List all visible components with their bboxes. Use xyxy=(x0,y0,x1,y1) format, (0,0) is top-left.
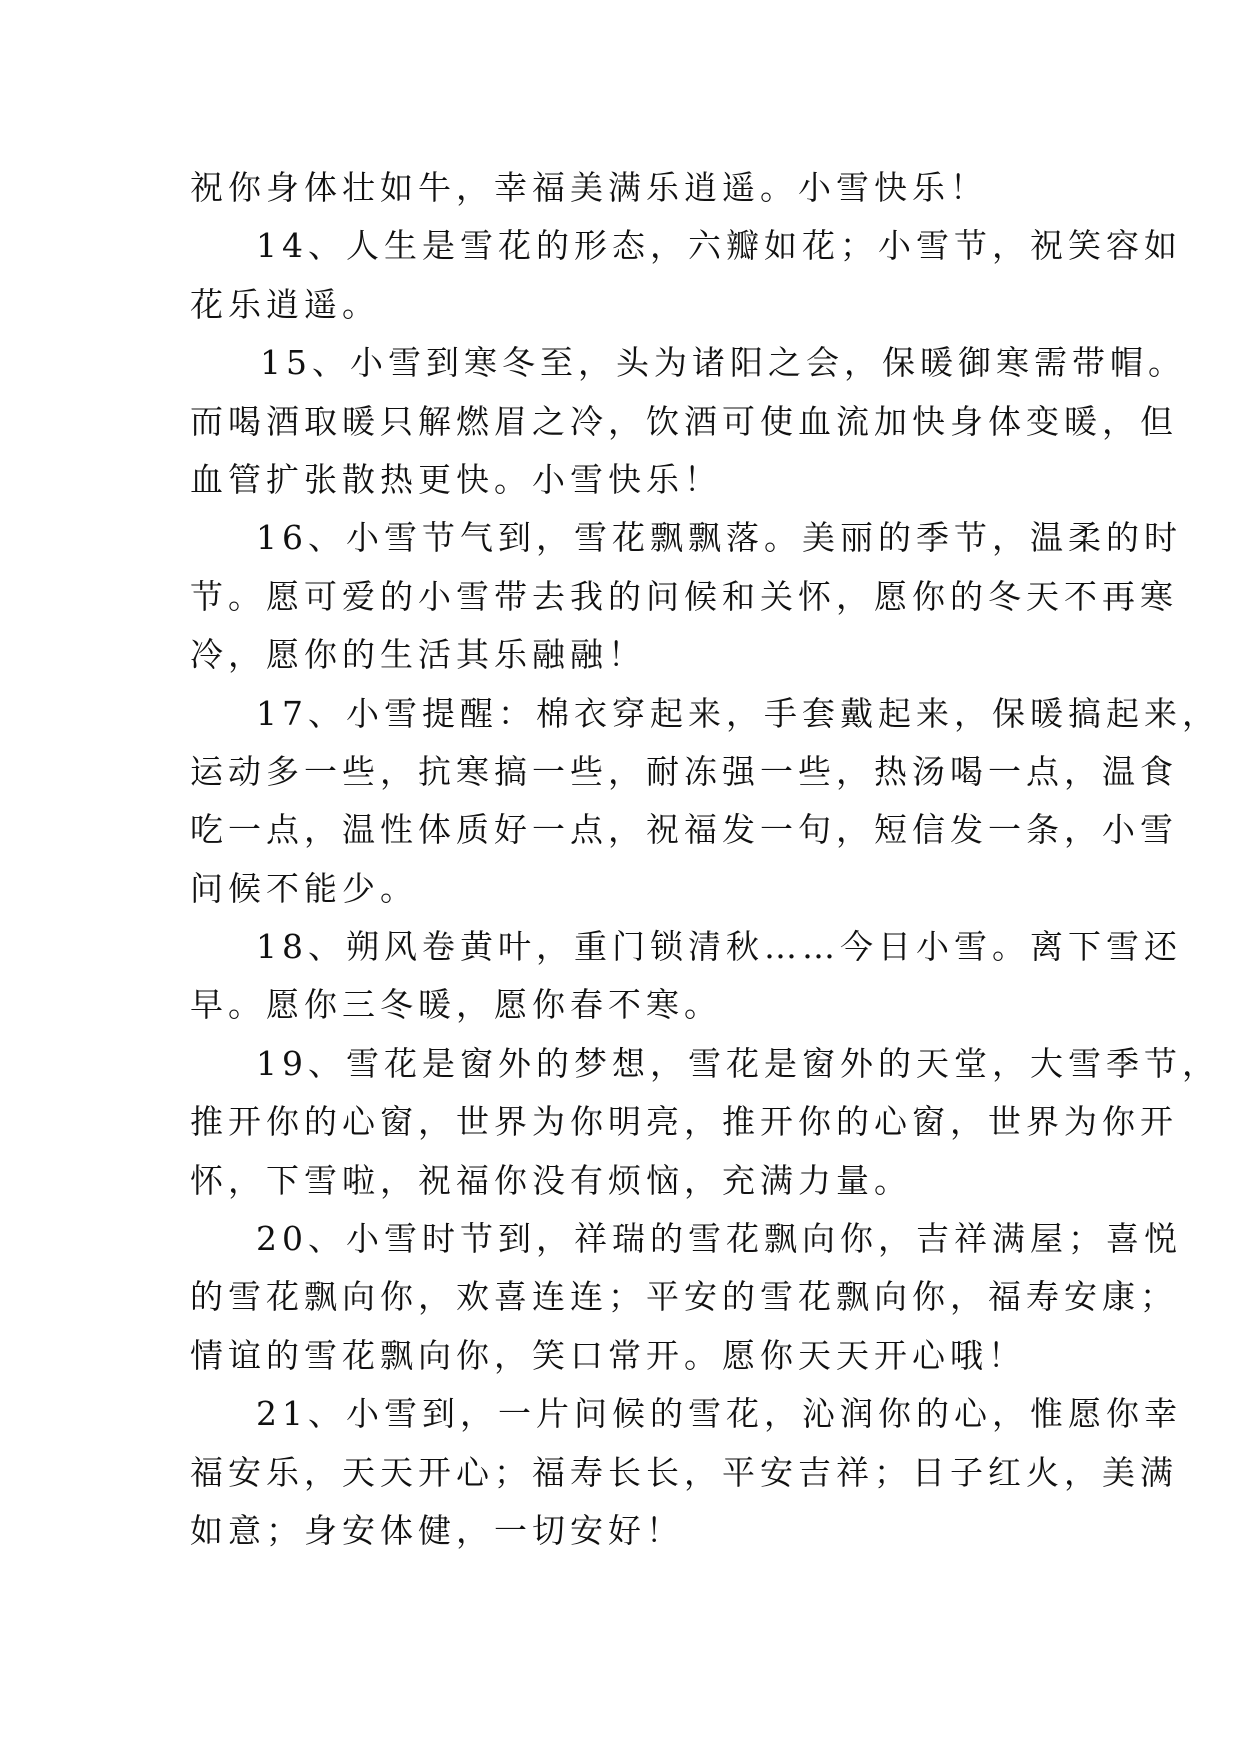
paragraph-16-line-3: 冷，愿你的生活其乐融融！ xyxy=(190,635,646,675)
paragraph-20-line-2: 的雪花飘向你，欢喜连连；平安的雪花飘向你，福寿安康； xyxy=(190,1277,1178,1317)
paragraph-21-line-1: 21、小雪到，一片问候的雪花，沁润你的心，惟愿你幸 xyxy=(256,1394,1182,1434)
paragraph-17-line-1: 17、小雪提醒：棉衣穿起来，手套戴起来，保暖搞起来， xyxy=(256,693,1220,733)
paragraph-19-line-2: 推开你的心窗，世界为你明亮，推开你的心窗，世界为你开 xyxy=(190,1102,1178,1142)
paragraph-16-line-2: 节。愿可爱的小雪带去我的问候和关怀，愿你的冬天不再寒 xyxy=(190,576,1178,616)
text-line: 祝你身体壮如牛，幸福美满乐逍遥。小雪快乐！ xyxy=(190,168,988,207)
paragraph-20-line-1: 20、小雪时节到，祥瑞的雪花飘向你，吉祥满屋；喜悦 xyxy=(256,1219,1182,1259)
paragraph-20-line-3: 情谊的雪花飘向你，笑口常开。愿你天天开心哦！ xyxy=(190,1335,1026,1375)
body-text xyxy=(190,159,1220,1560)
paragraph-16-line-1: 16、小雪节气到，雪花飘飘落。美丽的季节，温柔的时 xyxy=(256,518,1182,558)
paragraph-14-line-2: 花乐逍遥。 xyxy=(190,284,380,324)
paragraph-15-line-1: 15、小雪到寒冬至，头为诸阳之会，保暖御寒需带帽。 xyxy=(260,343,1186,383)
paragraph-19-line-1: 19、雪花是窗外的梦想，雪花是窗外的天堂，大雪季节， xyxy=(256,1043,1220,1083)
paragraph-17-line-2: 运动多一些，抗寒搞一些，耐冻强一些，热汤喝一点，温食 xyxy=(190,751,1178,791)
paragraph-14-line-1: 14、人生是雪花的形态，六瓣如花；小雪节，祝笑容如 xyxy=(256,226,1182,266)
paragraph-21-line-3: 如意；身安体健，一切安好！ xyxy=(190,1510,684,1550)
paragraph-19-line-3: 怀，下雪啦，祝福你没有烦恼，充满力量。 xyxy=(190,1160,912,1200)
paragraph-15-line-3: 血管扩张散热更快。小雪快乐！ xyxy=(190,459,722,499)
paragraph-17-line-4: 问候不能少。 xyxy=(190,868,418,908)
paragraph-21-line-2: 福安乐，天天开心；福寿长长，平安吉祥；日子红火，美满 xyxy=(190,1452,1178,1492)
paragraph-18-line-1: 18、朔风卷黄叶，重门锁清秋……今日小雪。离下雪还 xyxy=(256,927,1182,967)
paragraph-15-line-2: 而喝酒取暖只解燃眉之冷，饮酒可使血流加快身体变暖，但 xyxy=(190,401,1178,441)
paragraph-18-line-2: 早。愿你三冬暖，愿你春不寒。 xyxy=(190,985,722,1025)
paragraph-17-line-3: 吃一点，温性体质好一点，祝福发一句，短信发一条，小雪 xyxy=(190,810,1178,850)
